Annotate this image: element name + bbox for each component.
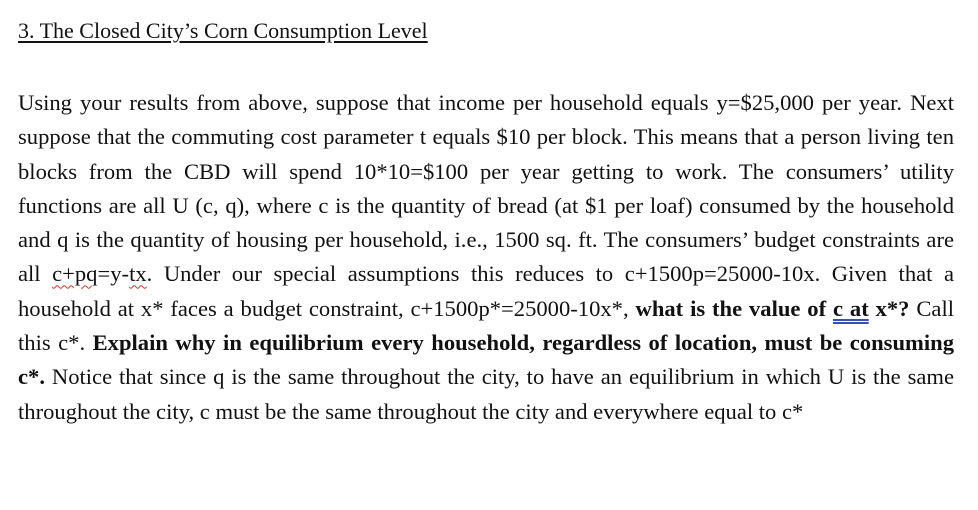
question-bold-3: Explain why in equilibrium every household, regardless of location, must be consuming c*. (18, 330, 954, 390)
equation-budget-tail: tx (129, 261, 147, 287)
equation-budget-mid: =y- (97, 261, 130, 287)
section-heading: 3. The Closed City’s Corn Consumption Level (18, 18, 428, 43)
question-bold-1: what is the value of (635, 295, 833, 321)
question-bold-2: x*? (868, 295, 910, 321)
text-part-2: . Under our special assumptions this reduces to c+1500p=25000-10x. Given that a household at x* faces a budget constraint, c+1500p*=25000-10x*, (18, 261, 954, 321)
text-part-1: Using your results from above, suppose that income per household equals y=$25,000 per year. Next suppose that the commuting cost parameter t equals $10 per block. This means that a person living ten blocks from the CBD will spend 10*10=$100 per year getting to work. The consumers’ utility functions are all U (c, q), where c is the quantity of bread (at $1 per loaf) consumed by the household and q is the quantity of housing per household, i.e., 1500 sq. ft. The consumers’ budget constraints are all (18, 90, 954, 287)
text-part-3: Call this c*. (18, 295, 955, 356)
question-bold-marked: c at (833, 295, 869, 321)
body-paragraph (18, 86, 954, 429)
text-part-4: Notice that since q is the same throughout the city, to have an equilibrium in which U is the same throughout the city, c must be the same throughout the city and everywhere equal to c* (18, 364, 954, 424)
equation-budget-left: c+pq (52, 261, 98, 287)
